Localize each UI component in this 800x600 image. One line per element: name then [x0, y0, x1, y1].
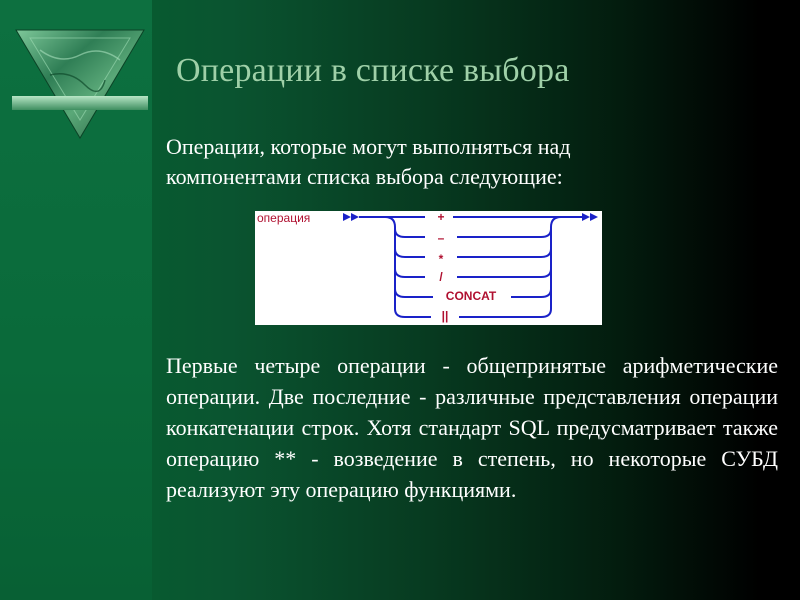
operator-plus: + — [437, 211, 445, 224]
intro-line-2: компонентами списка выбора следующие: — [166, 164, 563, 189]
operator-pipes: || — [441, 309, 449, 323]
intro-paragraph — [166, 132, 686, 192]
arrow-right-icon — [582, 213, 590, 221]
diagram-branches — [395, 229, 551, 317]
diagram-branch-line — [395, 229, 425, 237]
slide-title: Операции в списке выбора — [176, 52, 570, 89]
operator-concat: CONCAT — [445, 289, 497, 303]
diagram-branch-line — [395, 249, 425, 257]
syntax-diagram — [255, 211, 602, 325]
operator-divide: / — [439, 270, 443, 284]
intro-line-1: Операции, которые могут выполняться над — [166, 134, 571, 159]
diagram-branch-line — [511, 289, 551, 297]
diagram-branch-line — [457, 249, 551, 257]
arrow-right-icon — [343, 213, 351, 221]
arrow-right-icon — [351, 213, 359, 221]
diagram-branch-line — [457, 269, 551, 277]
diagram-branch-line — [395, 269, 425, 277]
syntax-diagram-svg — [255, 211, 602, 325]
operator-multiply: * — [438, 252, 444, 266]
operator-minus: – — [437, 231, 445, 245]
marble-triangle-logo-icon — [10, 20, 150, 140]
body-paragraph: Первые четыре операции - общепринятые арифметические операции. Две последние - различные представления операции конкатенации строк. Хотя стандарт SQL предусматривает также операцию ** - возведение в степень, но некоторые СУБД реализуют эту операцию функциями. — [166, 353, 778, 502]
arrow-right-icon — [590, 213, 598, 221]
diagram-branch-line — [395, 289, 433, 297]
diagram-branch-line — [457, 229, 551, 237]
diagram-label: операция — [257, 211, 311, 225]
